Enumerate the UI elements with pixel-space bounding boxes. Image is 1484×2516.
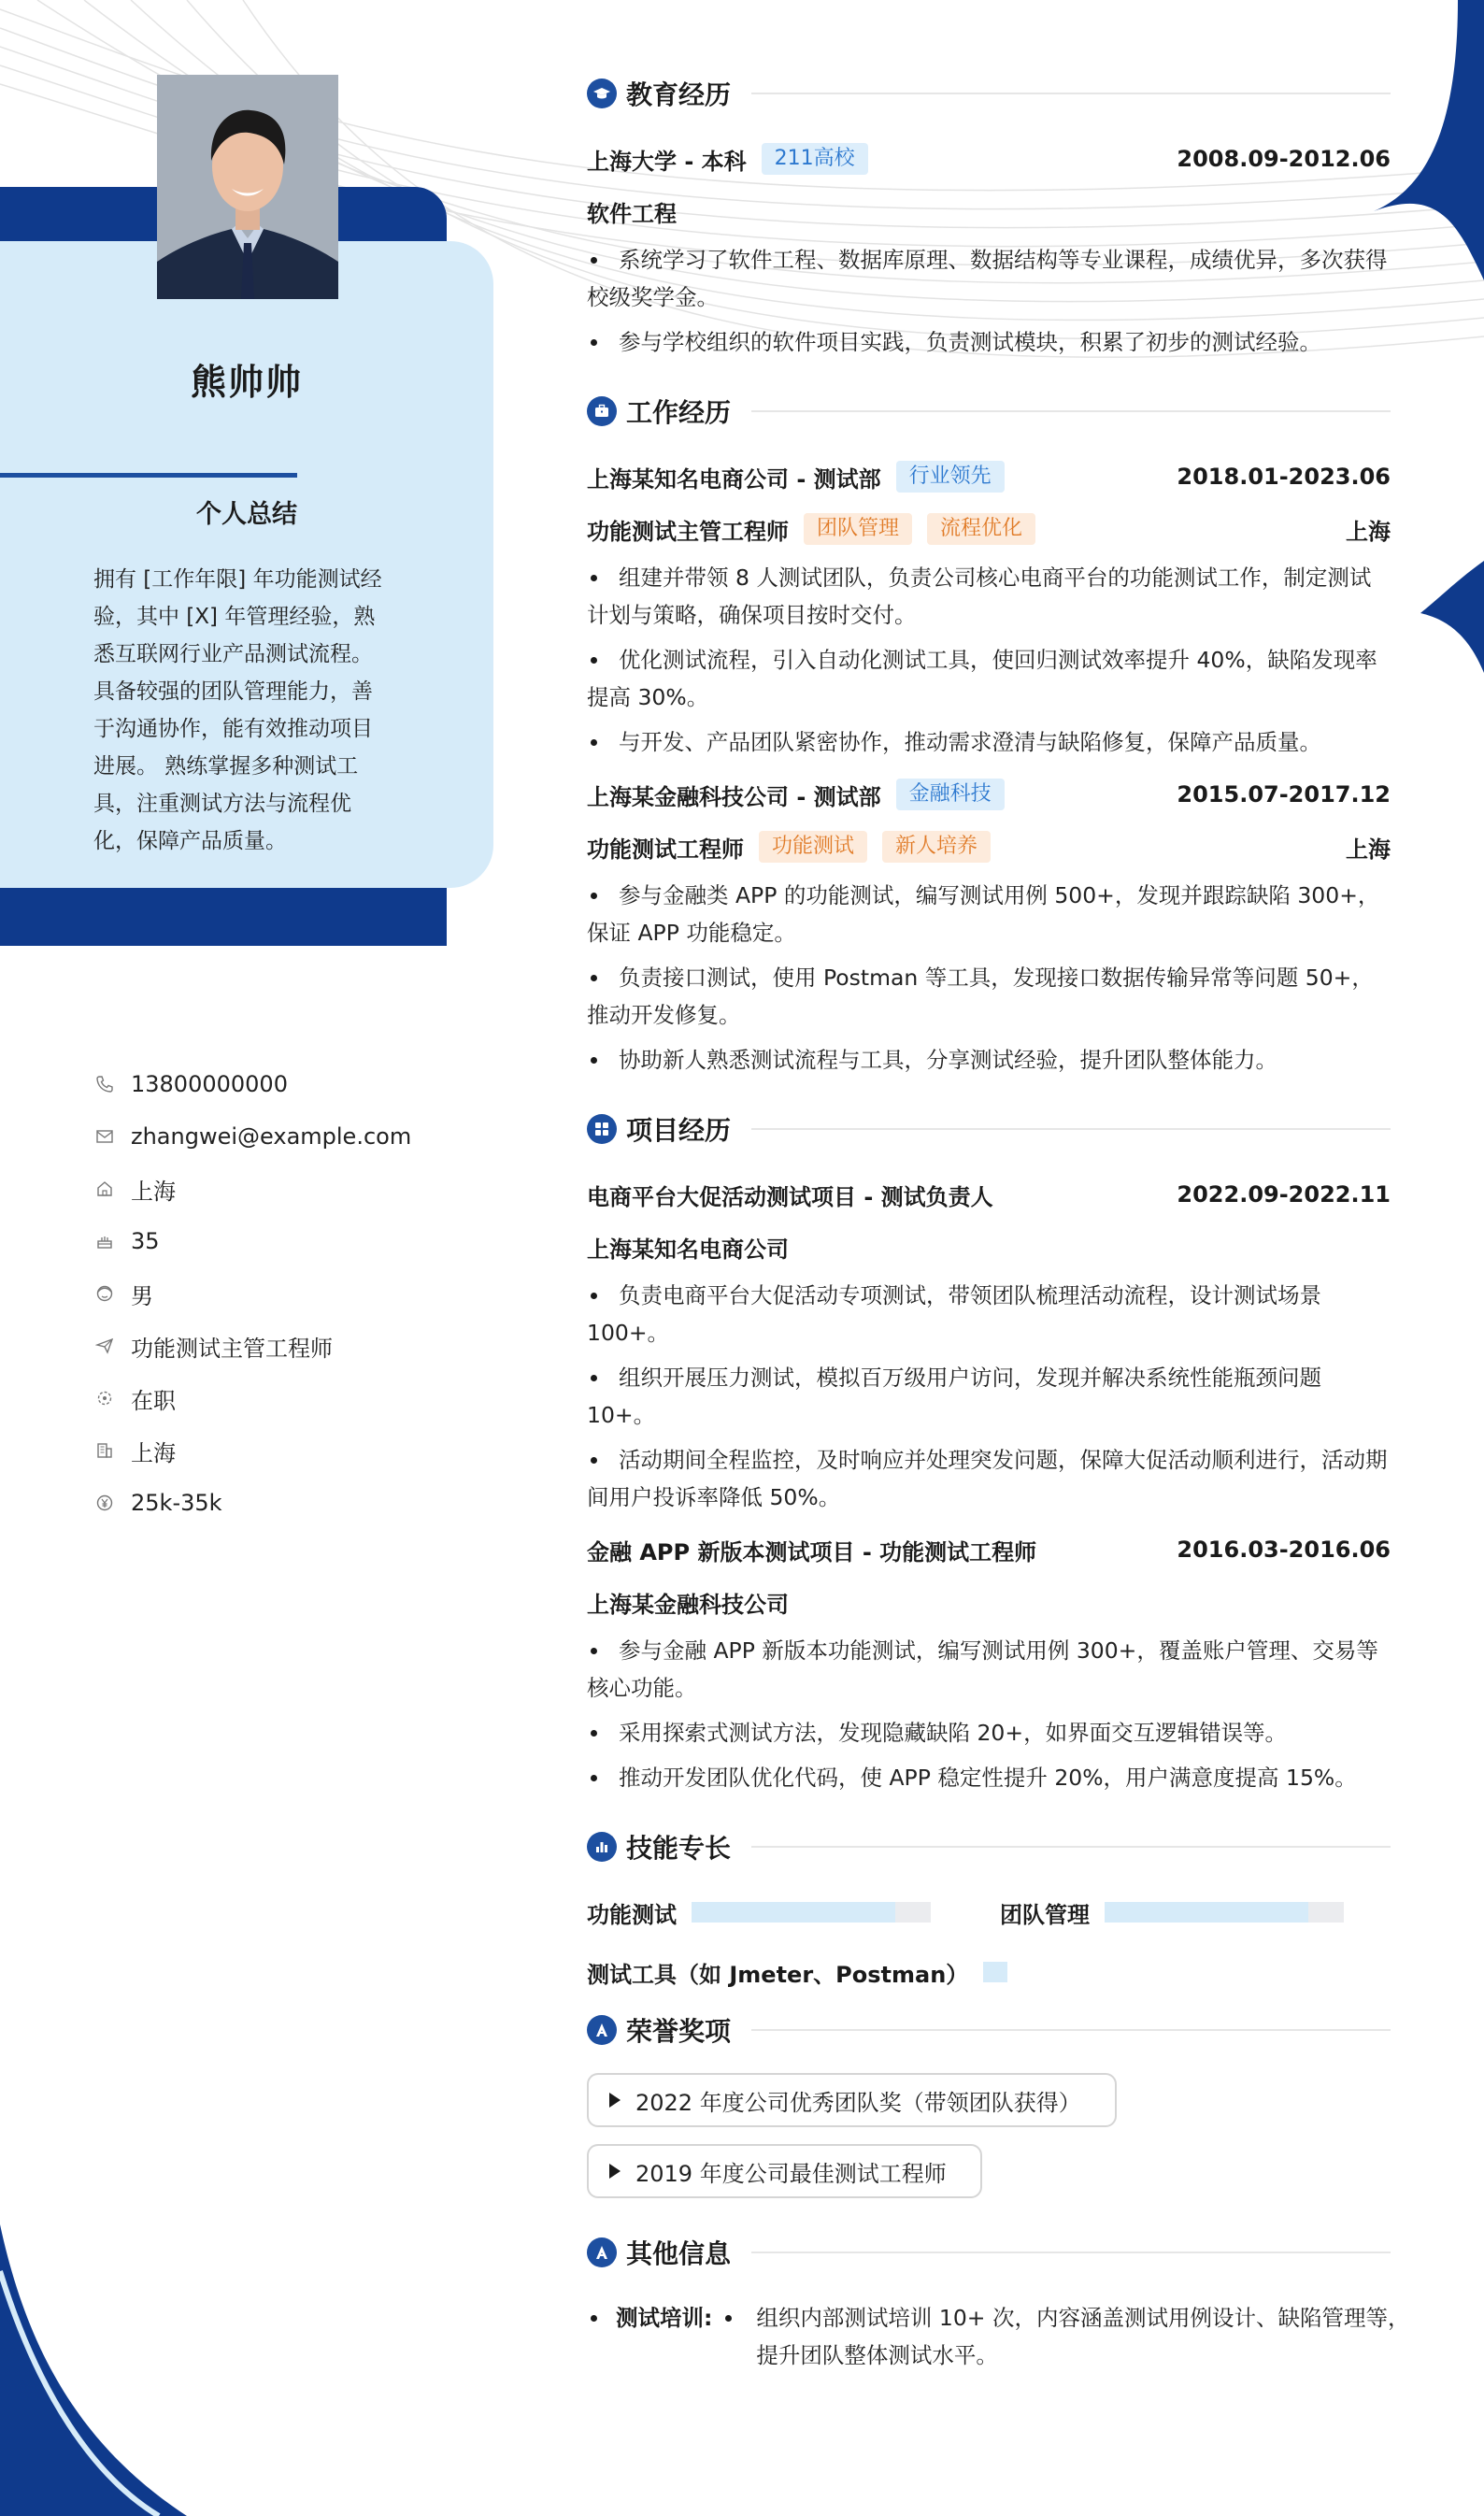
left-column	[0, 0, 505, 2516]
role-tag: 功能测试	[759, 831, 867, 863]
list-item: 参与学校组织的软件项目实践，负责测试模块，积累了初步的测试经验。	[587, 323, 1391, 361]
yuan-icon	[93, 1492, 116, 1514]
section-divider	[751, 93, 1391, 94]
section-projects-header	[587, 1103, 1391, 1155]
job-date: 2015.07-2017.12	[1177, 781, 1391, 808]
graduation-cap-icon	[587, 79, 617, 108]
briefcase-icon	[587, 396, 617, 426]
job-city: 上海	[1346, 518, 1391, 545]
project-name: 电商平台大促活动测试项目 - 测试负责人	[587, 1183, 993, 1210]
contact-position-value: 功能测试主管工程师	[131, 1335, 333, 1362]
award-icon	[587, 2237, 617, 2267]
contact-email	[93, 1110, 486, 1163]
contact-age-value: 35	[131, 1228, 160, 1254]
other-label: 测试培训:	[616, 2305, 713, 2331]
contact-phone-value: 13800000000	[131, 1071, 288, 1097]
contact-status	[93, 1372, 486, 1424]
candidate-name: 熊帅帅	[190, 362, 303, 403]
section-work-title: 工作经历	[626, 397, 732, 428]
contact-salary	[93, 1477, 486, 1529]
other-item	[587, 2299, 1410, 2374]
skill-level-bar	[692, 1902, 931, 1923]
contact-residence	[93, 1163, 486, 1215]
contact-gender	[93, 1267, 486, 1320]
skill-level-fill	[983, 1962, 1007, 1982]
skill-item	[587, 1894, 931, 1931]
section-other-header	[587, 2226, 1391, 2279]
section-divider	[751, 2252, 1391, 2253]
project-company-row	[587, 1576, 1391, 1628]
section-honors-header	[587, 2004, 1391, 2056]
other-text: 组织内部测试培训 10+ 次，内容涵盖测试用例设计、缺陷管理等，提升团队整体测试水平。	[756, 2305, 1410, 2368]
bullet-dot	[725, 2315, 732, 2322]
contact-position	[93, 1320, 486, 1372]
skill-name: 团队管理	[1000, 1901, 1090, 1928]
company-tag: 行业领先	[896, 461, 1005, 493]
contact-list	[93, 1058, 486, 1529]
project-date: 2022.09-2022.11	[1177, 1181, 1391, 1208]
skill-level-bar	[983, 1962, 1007, 1982]
job-company: 上海某金融科技公司 - 测试部	[587, 783, 881, 810]
list-item: 参与金融 APP 新版本功能测试，编写测试用例 300+，覆盖账户管理、交易等核心功能。	[587, 1632, 1391, 1707]
play-triangle-icon	[609, 2164, 621, 2179]
right-column	[587, 67, 1410, 2374]
job-company: 上海某知名电商公司 - 测试部	[587, 465, 881, 493]
award-text: 2022 年度公司优秀团队奖（带领团队获得）	[635, 2089, 1081, 2116]
list-item: 推动开发团队优化代码，使 APP 稳定性提升 20%，用户满意度提高 15%。	[587, 1759, 1391, 1796]
contact-salary-value: 25k-35k	[131, 1490, 222, 1516]
job-company-row	[587, 768, 1391, 821]
cake-icon	[93, 1230, 116, 1252]
avatar	[157, 75, 338, 299]
list-item: 组织开展压力测试，模拟百万级用户访问，发现并解决系统性能瓶颈问题 10+。	[587, 1359, 1391, 1434]
project-company-row	[587, 1221, 1391, 1273]
phone-icon	[93, 1073, 116, 1095]
award-text: 2019 年度公司最佳测试工程师	[635, 2160, 947, 2187]
contact-email-value: zhangwei@example.com	[131, 1123, 412, 1150]
skill-level-fill	[1105, 1902, 1308, 1923]
summary-title: 个人总结	[196, 500, 297, 529]
section-other-title: 其他信息	[626, 2238, 732, 2269]
contact-gender-value: 男	[131, 1282, 153, 1309]
education-major-row	[587, 185, 1391, 237]
job-role-row	[587, 503, 1391, 555]
home-icon	[93, 1178, 116, 1200]
project-name: 金融 APP 新版本测试项目 - 功能测试工程师	[587, 1538, 1037, 1565]
list-item: 协助新人熟悉测试流程与工具，分享测试经验，提升团队整体能力。	[587, 1041, 1391, 1079]
play-triangle-icon	[609, 2093, 621, 2108]
school-name: 上海大学 - 本科	[587, 148, 747, 175]
education-header-row	[587, 133, 1391, 185]
education-bullets	[587, 241, 1391, 361]
section-divider	[751, 1846, 1391, 1848]
skill-item	[1000, 1894, 1344, 1931]
major: 软件工程	[587, 200, 677, 227]
list-item: 系统学习了软件工程、数据库原理、数据结构等专业课程，成绩优异，多次获得校级奖学金。	[587, 241, 1391, 316]
list-item: 负责接口测试，使用 Postman 等工具，发现接口数据传输异常等问题 50+，推动开发修复。	[587, 959, 1391, 1034]
list-item: 参与金融类 APP 的功能测试，编写测试用例 500+，发现并跟踪缺陷 300+，保证 APP 功能稳定。	[587, 877, 1391, 951]
skills-list	[587, 1884, 1391, 2004]
job-date: 2018.01-2023.06	[1177, 464, 1391, 490]
list-item: 组建并带领 8 人测试团队，负责公司核心电商平台的功能测试工作，制定测试计划与策略，确保项目按时交付。	[587, 559, 1391, 634]
contact-status-value: 在职	[131, 1387, 176, 1414]
award-item[interactable]	[587, 2144, 982, 2198]
role-tag: 新人培养	[882, 831, 991, 863]
skill-name: 测试工具（如 Jmeter、Postman）	[587, 1961, 969, 1988]
school-tag: 211高校	[762, 143, 868, 175]
list-item: 优化测试流程，引入自动化测试工具，使回归测试效率提升 40%，缺陷发现率提高 30%。	[587, 641, 1391, 716]
list-item: 负责电商平台大促活动专项测试，带领团队梳理活动流程，设计测试场景 100+。	[587, 1277, 1391, 1351]
section-honors-title: 荣誉奖项	[626, 2016, 732, 2047]
contact-city-value: 上海	[131, 1439, 176, 1466]
list-item: 活动期间全程监控，及时响应并处理突发问题，保障大促活动顺利进行，活动期间用户投诉率降低 50%。	[587, 1441, 1391, 1516]
project-company: 上海某金融科技公司	[587, 1591, 789, 1618]
contact-phone	[93, 1058, 486, 1110]
list-item: 与开发、产品团队紧密协作，推动需求澄清与缺陷修复，保障产品质量。	[587, 723, 1391, 761]
section-work-header	[587, 385, 1391, 437]
section-education-title: 教育经历	[626, 79, 732, 110]
skill-name: 功能测试	[587, 1901, 677, 1928]
role-tag: 团队管理	[804, 513, 912, 545]
grid-icon	[587, 1114, 617, 1144]
project-date: 2016.03-2016.06	[1177, 1537, 1391, 1563]
list-item: 采用探索式测试方法，发现隐藏缺陷 20+，如界面交互逻辑错误等。	[587, 1714, 1391, 1751]
job-company-row	[587, 450, 1391, 503]
section-divider	[751, 410, 1391, 412]
award-icon	[587, 2015, 617, 2045]
section-education-header	[587, 67, 1391, 120]
skill-level-bar	[1105, 1902, 1344, 1923]
mail-icon	[93, 1125, 116, 1148]
project-header-row	[587, 1523, 1391, 1576]
section-skills-title: 技能专长	[626, 1833, 732, 1864]
status-icon	[93, 1387, 116, 1409]
section-skills-header	[587, 1821, 1391, 1873]
project-header-row	[587, 1168, 1391, 1221]
contact-residence-value: 上海	[131, 1178, 176, 1205]
job-role: 功能测试主管工程师	[587, 518, 789, 545]
contact-city	[93, 1424, 486, 1477]
job-role-row	[587, 821, 1391, 873]
skill-item	[587, 1953, 1007, 1991]
building-icon	[93, 1439, 116, 1462]
project-bullets	[587, 1277, 1391, 1516]
contact-age	[93, 1215, 486, 1267]
face-icon	[93, 1282, 116, 1305]
company-tag: 金融科技	[896, 779, 1005, 810]
summary-text: 拥有 [工作年限] 年功能测试经验，其中 [X] 年管理经验，熟悉互联网行业产品测试流程。具备较强的团队管理能力，善于沟通协作，能有效推动项目进展。 熟练掌握多种测试工具，注重测试方法与流程优化，保障产品质量。	[93, 567, 382, 853]
job-bullets	[587, 559, 1391, 761]
section-projects-title: 项目经历	[626, 1115, 732, 1146]
send-icon	[93, 1335, 116, 1357]
bar-chart-icon	[587, 1832, 617, 1862]
bullet-dot	[591, 2315, 597, 2322]
summary-divider	[0, 473, 297, 478]
award-item[interactable]	[587, 2073, 1117, 2127]
honors-list	[587, 2073, 1391, 2215]
job-bullets	[587, 877, 1391, 1079]
role-tag: 流程优化	[927, 513, 1035, 545]
skill-level-fill	[692, 1902, 895, 1923]
education-date: 2008.09-2012.06	[1177, 146, 1391, 172]
project-company: 上海某知名电商公司	[587, 1236, 789, 1263]
project-bullets	[587, 1632, 1391, 1796]
job-city: 上海	[1346, 836, 1391, 863]
section-divider	[751, 2029, 1391, 2031]
section-divider	[751, 1128, 1391, 1130]
job-role: 功能测试工程师	[587, 836, 744, 863]
